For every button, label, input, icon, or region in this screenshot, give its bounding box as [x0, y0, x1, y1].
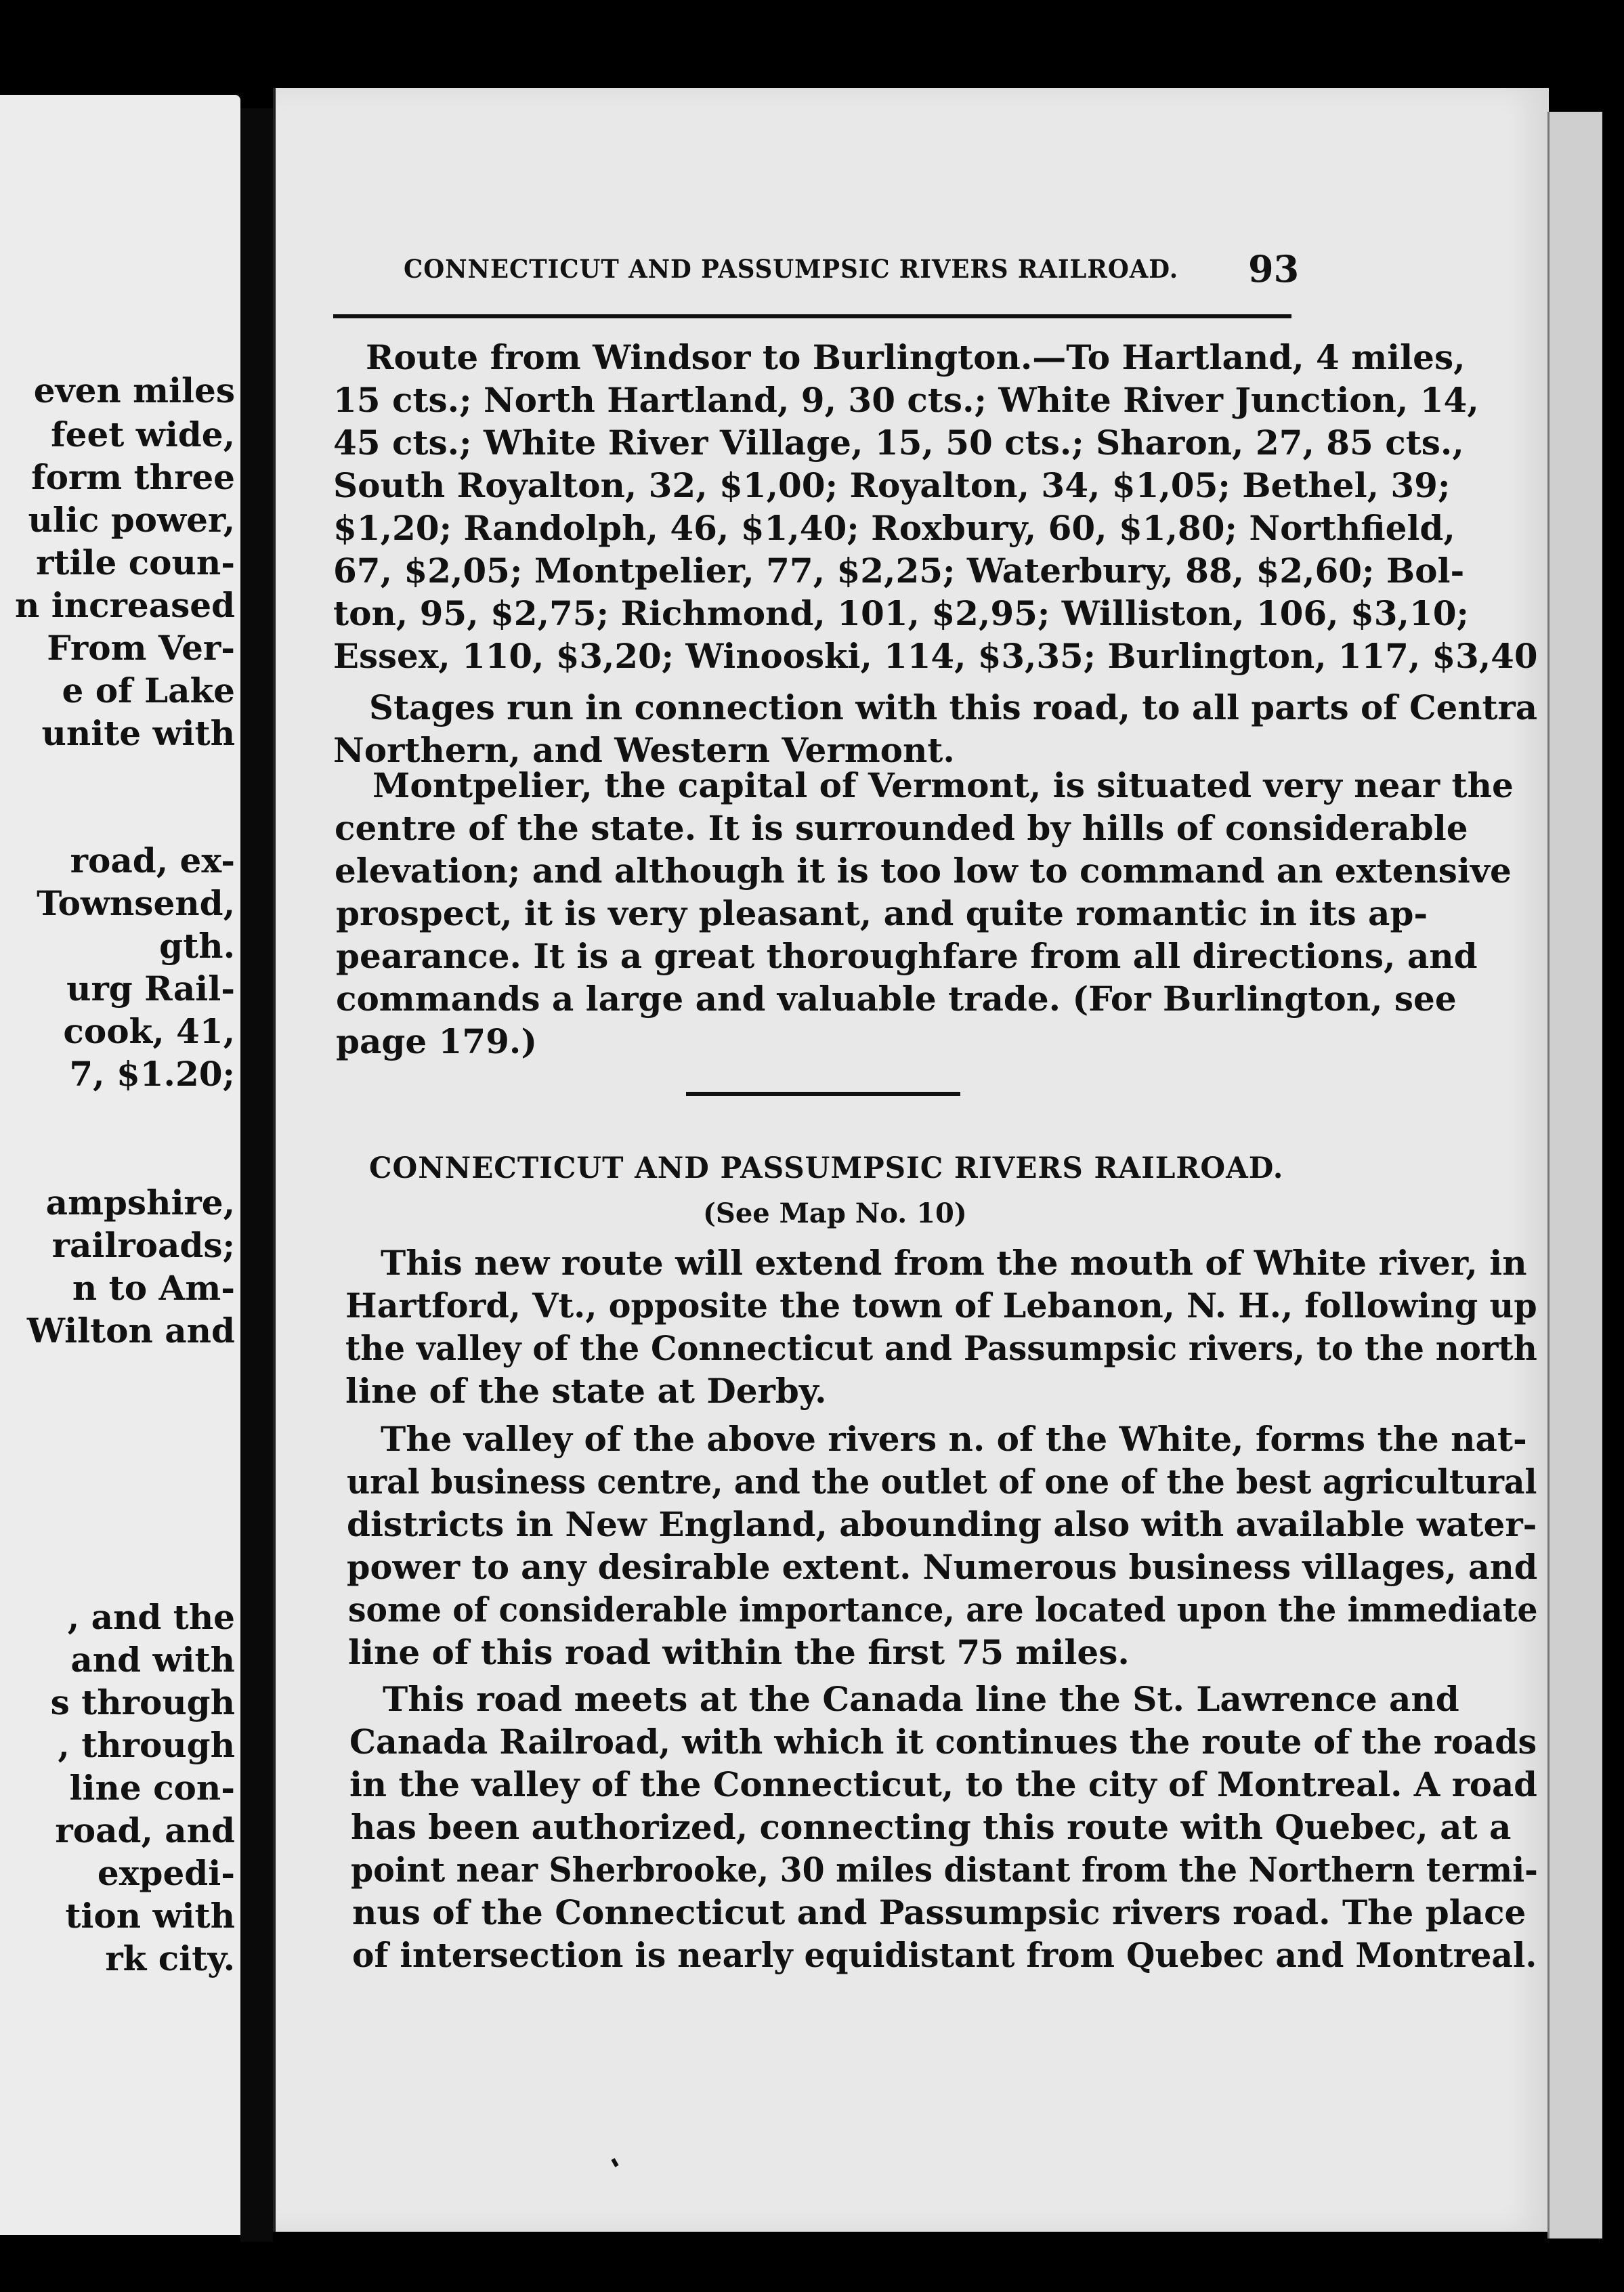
- left-page-line: road, ex-: [70, 841, 235, 880]
- valley-line: power to any desirable extent. Numerous business villages, and: [347, 1547, 1538, 1587]
- route-line: 45 cts.; White River Village, 15, 50 cts.; Sharon, 27, 85 cts.,: [333, 423, 1464, 463]
- left-page-line: Wilton and: [26, 1311, 235, 1351]
- left-page-line: From Ver-: [47, 628, 235, 668]
- route-line: South Royalton, 32, $1,00; Royalton, 34, $1,05; Bethel, 39;: [333, 465, 1451, 505]
- left-page-line: feet wide,: [51, 415, 235, 454]
- left-page-line: road, and: [55, 1810, 235, 1850]
- left-page-line: ampshire,: [45, 1183, 235, 1223]
- route-line: 67, $2,05; Montpelier, 77, $2,25; Waterbury, 88, $2,60; Bol-: [333, 551, 1465, 591]
- montpelier-line: commands a large and valuable trade. (For Burlington, see: [336, 979, 1457, 1019]
- running-head: CONNECTICUT AND PASSUMPSIC RIVERS RAILROAD.: [404, 254, 1179, 284]
- route-extend-line: line of the state at Derby.: [345, 1371, 827, 1411]
- route-line: Route from Windsor to Burlington.—To Hartland, 4 miles,: [366, 337, 1466, 377]
- valley-line: The valley of the above rivers n. of the White, forms the nat-: [381, 1419, 1527, 1459]
- left-page-line: , through: [58, 1725, 235, 1765]
- page-edge: [1547, 112, 1602, 2238]
- book-gutter: [240, 108, 273, 2242]
- canada-line: Canada Railroad, with which it continues the route of the roads: [349, 1722, 1537, 1762]
- montpelier-line: prospect, it is very pleasant, and quite romantic in its ap-: [336, 893, 1428, 933]
- left-page-line: railroads;: [51, 1225, 235, 1265]
- canada-line: This road meets at the Canada line the St. Lawrence and: [383, 1679, 1459, 1719]
- canada-line: point near Sherbrooke, 30 miles distant from the Northern termi-: [351, 1850, 1538, 1890]
- left-page-line: , and the: [67, 1597, 235, 1637]
- left-page-line: rk city.: [105, 1938, 235, 1978]
- valley-line: ural business centre, and the outlet of one of the best agricultural: [347, 1462, 1537, 1502]
- canada-line: nus of the Connecticut and Passumpsic rivers road. The place: [352, 1892, 1526, 1932]
- left-page-line: and with: [70, 1640, 235, 1680]
- left-page-line: ulic power,: [28, 500, 235, 540]
- stages-line: Stages run in connection with this road, to all parts of Centra: [369, 687, 1537, 727]
- section-title: CONNECTICUT AND PASSUMPSIC RIVERS RAILROAD.: [369, 1151, 1284, 1185]
- left-page-line: rtile coun-: [36, 543, 235, 582]
- route-line: 15 cts.; North Hartland, 9, 30 cts.; White River Junction, 14,: [333, 380, 1479, 420]
- left-page-line: urg Rail-: [66, 969, 235, 1009]
- route-line: ton, 95, $2,75; Richmond, 101, $2,95; Williston, 106, $3,10;: [333, 593, 1470, 633]
- left-page-line: n to Am-: [72, 1268, 235, 1308]
- left-page-line: line con-: [69, 1768, 235, 1808]
- canada-line: of intersection is nearly equidistant from Quebec and Montreal.: [352, 1935, 1537, 1975]
- valley-line: districts in New England, abounding also with available water-: [347, 1504, 1537, 1544]
- header-rule: [333, 314, 1291, 318]
- montpelier-line: page 179.): [336, 1021, 537, 1061]
- montpelier-line: pearance. It is a great thoroughfare from all directions, and: [336, 936, 1478, 976]
- left-page-line: 7, $1.20;: [69, 1054, 235, 1094]
- route-extend-line: This new route will extend from the mouth of White river, in: [381, 1243, 1527, 1283]
- montpelier-line: Montpelier, the capital of Vermont, is situated very near the: [372, 765, 1514, 805]
- montpelier-line: elevation; and although it is too low to command an extensive: [335, 851, 1512, 891]
- left-page-line: expedi-: [97, 1853, 235, 1893]
- canada-line: in the valley of the Connecticut, to the city of Montreal. A road: [349, 1764, 1537, 1804]
- left-page-line: Townsend,: [37, 883, 235, 923]
- left-page: [0, 95, 240, 2235]
- left-page-line: form three: [31, 457, 235, 497]
- route-extend-line: the valley of the Connecticut and Passumpsic rivers, to the north: [345, 1328, 1537, 1368]
- route-line: Essex, 110, $3,20; Winooski, 114, $3,35; Burlington, 117, $3,40: [333, 636, 1538, 676]
- page-number: 93: [1248, 247, 1300, 291]
- route-line: $1,20; Randolph, 46, $1,40; Roxbury, 60, $1,80; Northfield,: [333, 508, 1455, 548]
- left-page-line: tion with: [65, 1896, 235, 1936]
- left-page-line: e of Lake: [62, 671, 235, 710]
- left-page-line: s through: [50, 1682, 235, 1722]
- stages-line: Northern, and Western Vermont.: [333, 730, 955, 770]
- left-page-line: cook, 41,: [63, 1011, 235, 1051]
- left-page-line: gth.: [159, 926, 235, 966]
- map-note: (See Map No. 10): [703, 1197, 967, 1229]
- route-extend-line: Hartford, Vt., opposite the town of Lebanon, N. H., following up: [345, 1286, 1537, 1325]
- canada-line: has been authorized, connecting this route with Quebec, at a: [351, 1807, 1512, 1847]
- left-page-line: even miles: [33, 370, 235, 410]
- valley-line: line of this road within the first 75 miles.: [348, 1632, 1130, 1672]
- left-page-line: n increased: [14, 585, 235, 625]
- valley-line: some of considerable importance, are located upon the immediate: [348, 1590, 1538, 1630]
- montpelier-line: centre of the state. It is surrounded by hills of considerable: [335, 808, 1468, 848]
- section-divider: [686, 1092, 960, 1096]
- left-page-line: unite with: [41, 713, 235, 753]
